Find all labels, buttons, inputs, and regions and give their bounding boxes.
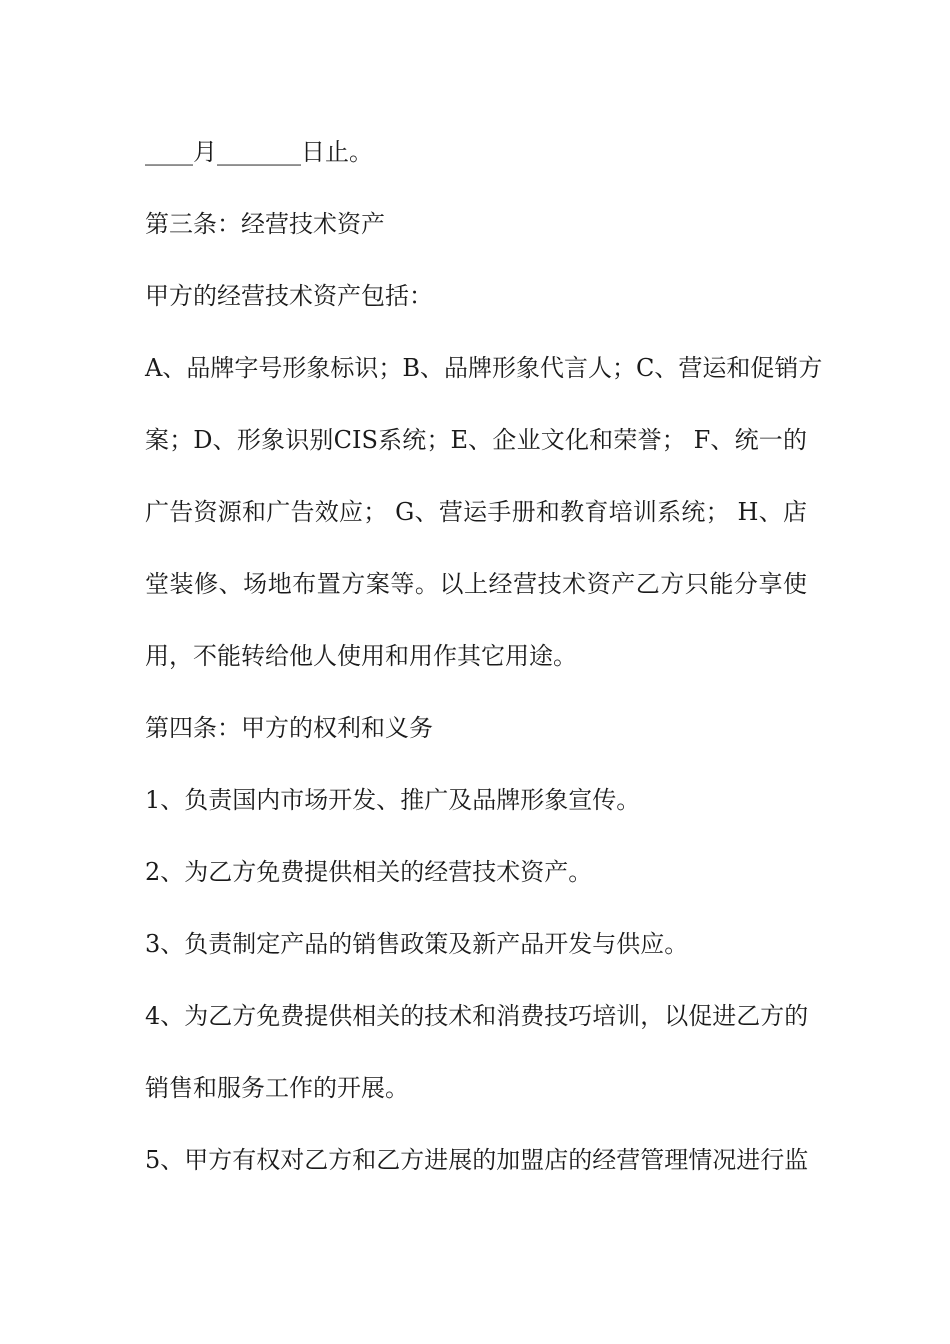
list-item-4: 4、为乙方免费提供相关的技术和消费技巧培训，以促进乙方的 [145, 1002, 809, 1030]
heading-article-4: 第四条：甲方的权利和义务 [145, 714, 433, 742]
heading-article-3: 第三条：经营技术资产 [145, 210, 385, 238]
list-item-1: 1、负责国内市场开发、推广及品牌形象宣传。 [145, 786, 641, 814]
list-item-2: 2、为乙方免费提供相关的经营技术资产。 [145, 858, 593, 886]
text-line: 案；D、形象识别CIS系统；E、企业文化和荣誉； F、统一的 [145, 426, 807, 454]
list-item-5: 5、甲方有权对乙方和乙方进展的加盟店的经营管理情况进行监 [145, 1146, 809, 1174]
text-line-end-date: ____月_______日止。 [145, 138, 373, 166]
text-line: 甲方的经营技术资产包括： [145, 282, 433, 310]
list-item-4-cont: 销售和服务工作的开展。 [145, 1074, 409, 1102]
text-line: 广告资源和广告效应； G、营运手册和教育培训系统； H、店 [145, 498, 807, 526]
list-item-3: 3、负责制定产品的销售政策及新产品开发与供应。 [145, 930, 689, 958]
text-line: 用，不能转给他人使用和用作其它用途。 [145, 642, 577, 670]
document-body [145, 128, 823, 1208]
text-line: 堂装修、场地布置方案等。以上经营技术资产乙方只能分享使 [145, 570, 807, 598]
text-line: A、品牌字号形象标识；B、品牌形象代言人；C、营运和促销方 [145, 354, 823, 382]
